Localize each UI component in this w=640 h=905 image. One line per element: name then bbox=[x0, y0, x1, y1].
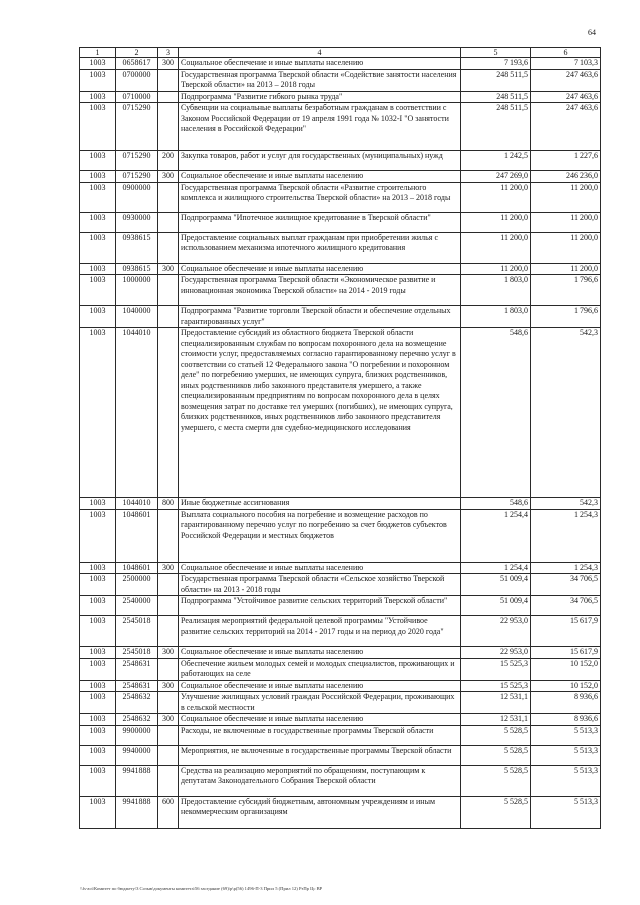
item-name-cell: Социальное обеспечение и иные выплаты населению bbox=[179, 647, 461, 659]
section-code-cell: 1003 bbox=[80, 562, 116, 574]
target-code-cell: 9941888 bbox=[116, 796, 158, 828]
target-code-cell: 0938615 bbox=[116, 263, 158, 275]
target-code-cell: 1044010 bbox=[116, 498, 158, 510]
target-code-cell: 2548632 bbox=[116, 692, 158, 714]
planned-amount-cell: 5 528,5 bbox=[461, 765, 531, 796]
actual-amount-cell: 1 227,6 bbox=[531, 151, 601, 171]
header-cell: 1 bbox=[80, 48, 116, 58]
planned-amount-cell: 11 200,0 bbox=[461, 263, 531, 275]
expense-type-cell: 300 bbox=[158, 562, 179, 574]
table-header-row bbox=[80, 48, 601, 58]
actual-amount-cell: 5 513,3 bbox=[531, 745, 601, 765]
target-code-cell: 9941888 bbox=[116, 765, 158, 796]
section-code-cell: 1003 bbox=[80, 596, 116, 616]
actual-amount-cell: 5 513,3 bbox=[531, 765, 601, 796]
planned-amount-cell: 11 200,0 bbox=[461, 212, 531, 232]
actual-amount-cell: 10 152,0 bbox=[531, 680, 601, 692]
expense-type-cell: 300 bbox=[158, 714, 179, 726]
expense-type-cell bbox=[158, 616, 179, 647]
table-row bbox=[80, 765, 601, 796]
section-code-cell: 1003 bbox=[80, 232, 116, 263]
table-row bbox=[80, 725, 601, 745]
table-row bbox=[80, 596, 601, 616]
expense-type-cell bbox=[158, 306, 179, 328]
section-code-cell: 1003 bbox=[80, 765, 116, 796]
target-code-cell: 9900000 bbox=[116, 725, 158, 745]
target-code-cell: 2500000 bbox=[116, 574, 158, 596]
table-row bbox=[80, 692, 601, 714]
planned-amount-cell: 5 528,5 bbox=[461, 725, 531, 745]
header-cell: 5 bbox=[461, 48, 531, 58]
table-row bbox=[80, 91, 601, 103]
expense-type-cell: 300 bbox=[158, 171, 179, 183]
actual-amount-cell: 1 254,3 bbox=[531, 562, 601, 574]
planned-amount-cell: 12 531,1 bbox=[461, 692, 531, 714]
header-cell: 4 bbox=[179, 48, 461, 58]
target-code-cell: 1040000 bbox=[116, 306, 158, 328]
section-code-cell: 1003 bbox=[80, 498, 116, 510]
item-name-cell: Улучшение жилищных условий граждан Российской Федерации, проживающих в сельской местности bbox=[179, 692, 461, 714]
target-code-cell: 1048601 bbox=[116, 509, 158, 562]
actual-amount-cell: 247 463,6 bbox=[531, 91, 601, 103]
expense-type-cell: 600 bbox=[158, 796, 179, 828]
expense-type-cell bbox=[158, 182, 179, 212]
table-row bbox=[80, 328, 601, 498]
expense-type-cell bbox=[158, 232, 179, 263]
table-row bbox=[80, 58, 601, 70]
section-code-cell: 1003 bbox=[80, 796, 116, 828]
planned-amount-cell: 7 193,6 bbox=[461, 58, 531, 70]
expense-type-cell bbox=[158, 103, 179, 151]
section-code-cell: 1003 bbox=[80, 616, 116, 647]
item-name-cell: Выплата социального пособия на погребение и возмещение расходов по гарантированному перечню услуг по погребению за счет бюджетов субъектов Российской Федерации и местных бюджетов bbox=[179, 509, 461, 562]
table-row bbox=[80, 796, 601, 828]
target-code-cell: 0658617 bbox=[116, 58, 158, 70]
item-name-cell: Подпрограмма "Устойчивое развитие сельских территорий Тверской области" bbox=[179, 596, 461, 616]
table-row bbox=[80, 182, 601, 212]
table-row bbox=[80, 263, 601, 275]
section-code-cell: 1003 bbox=[80, 647, 116, 659]
target-code-cell: 0938615 bbox=[116, 232, 158, 263]
expense-type-cell bbox=[158, 765, 179, 796]
expense-type-cell: 300 bbox=[158, 647, 179, 659]
target-code-cell: 2545018 bbox=[116, 647, 158, 659]
section-code-cell: 1003 bbox=[80, 745, 116, 765]
expense-type-cell bbox=[158, 574, 179, 596]
actual-amount-cell: 8 936,6 bbox=[531, 692, 601, 714]
expense-type-cell bbox=[158, 212, 179, 232]
planned-amount-cell: 1 254,4 bbox=[461, 562, 531, 574]
expense-type-cell bbox=[158, 658, 179, 680]
item-name-cell: Средства на реализацию мероприятий по обращениям, поступающим к депутатам Законодательного Собрания Тверской области bbox=[179, 765, 461, 796]
section-code-cell: 1003 bbox=[80, 69, 116, 91]
table-row bbox=[80, 306, 601, 328]
item-name-cell: Государственная программа Тверской области «Сельское хозяйство Тверской области» на 2013 - 2018 годы bbox=[179, 574, 461, 596]
actual-amount-cell: 5 513,3 bbox=[531, 796, 601, 828]
table-row bbox=[80, 745, 601, 765]
planned-amount-cell: 1 254,4 bbox=[461, 509, 531, 562]
actual-amount-cell: 34 706,5 bbox=[531, 596, 601, 616]
expense-type-cell: 300 bbox=[158, 680, 179, 692]
planned-amount-cell: 22 953,0 bbox=[461, 616, 531, 647]
planned-amount-cell: 51 009,4 bbox=[461, 596, 531, 616]
target-code-cell: 1000000 bbox=[116, 275, 158, 306]
actual-amount-cell: 34 706,5 bbox=[531, 574, 601, 596]
planned-amount-cell: 548,6 bbox=[461, 328, 531, 498]
item-name-cell: Социальное обеспечение и иные выплаты населению bbox=[179, 263, 461, 275]
item-name-cell: Предоставление субсидий бюджетным, автономным учреждениям и иным некоммерческим организациям bbox=[179, 796, 461, 828]
actual-amount-cell: 11 200,0 bbox=[531, 263, 601, 275]
target-code-cell: 0715290 bbox=[116, 151, 158, 171]
planned-amount-cell: 1 803,0 bbox=[461, 306, 531, 328]
table-row bbox=[80, 171, 601, 183]
actual-amount-cell: 247 463,6 bbox=[531, 69, 601, 91]
planned-amount-cell: 5 528,5 bbox=[461, 796, 531, 828]
item-name-cell: Предоставление социальных выплат гражданам при приобретении жилья с использованием механизма ипотечного жилищного кредитования bbox=[179, 232, 461, 263]
header-cell: 6 bbox=[531, 48, 601, 58]
item-name-cell: Иные бюджетные ассигнования bbox=[179, 498, 461, 510]
table-row bbox=[80, 151, 601, 171]
section-code-cell: 1003 bbox=[80, 658, 116, 680]
actual-amount-cell: 542,3 bbox=[531, 498, 601, 510]
planned-amount-cell: 15 525,3 bbox=[461, 680, 531, 692]
actual-amount-cell: 10 152,0 bbox=[531, 658, 601, 680]
target-code-cell: 0715290 bbox=[116, 171, 158, 183]
target-code-cell: 1044010 bbox=[116, 328, 158, 498]
target-code-cell: 9940000 bbox=[116, 745, 158, 765]
section-code-cell: 1003 bbox=[80, 182, 116, 212]
actual-amount-cell: 7 103,3 bbox=[531, 58, 601, 70]
planned-amount-cell: 51 009,4 bbox=[461, 574, 531, 596]
target-code-cell: 2540000 bbox=[116, 596, 158, 616]
table-row bbox=[80, 714, 601, 726]
planned-amount-cell: 1 242,5 bbox=[461, 151, 531, 171]
table-row bbox=[80, 212, 601, 232]
planned-amount-cell: 22 953,0 bbox=[461, 647, 531, 659]
planned-amount-cell: 248 511,5 bbox=[461, 91, 531, 103]
item-name-cell: Социальное обеспечение и иные выплаты населению bbox=[179, 58, 461, 70]
section-code-cell: 1003 bbox=[80, 725, 116, 745]
expense-type-cell bbox=[158, 509, 179, 562]
table-row bbox=[80, 103, 601, 151]
item-name-cell: Мероприятия, не включенные в государственные программы Тверской области bbox=[179, 745, 461, 765]
item-name-cell: Подпрограмма "Ипотечное жилищное кредитование в Тверской области" bbox=[179, 212, 461, 232]
item-name-cell: Предоставление субсидий из областного бюджета Тверской области специализированным службам по вопросам похоронного дела на возмещение стоимости услуг, предоставляемых согласно гарантированному перечню услуг в соответствии со статьей 12 Федерального закона "О погребении и похоронном деле" по погребению умерших, не имеющих супруга, близких родственников, иных родственников либо законного представителя умершего, а также специализированным предприятиям по вопросам похоронного дела в целях возмещения затрат по доставке тел умерших (погибших), не имеющих супруга, близких родственников, иных родственников либо законного представителя умершего, с места смерти для судебно-медицинского исследования bbox=[179, 328, 461, 498]
item-name-cell: Государственная программа Тверской области «Экономическое развитие и инновационная экономика Тверской области» на 2014 - 2019 годы bbox=[179, 275, 461, 306]
expense-type-cell bbox=[158, 91, 179, 103]
section-code-cell: 1003 bbox=[80, 692, 116, 714]
target-code-cell: 2548632 bbox=[116, 714, 158, 726]
actual-amount-cell: 15 617,9 bbox=[531, 616, 601, 647]
expense-type-cell: 300 bbox=[158, 58, 179, 70]
item-name-cell: Субвенции на социальные выплаты безработным гражданам в соответствии с Законом Российской Федерации от 19 апреля 1991 года № 1032-I "О занятости населения в Российской Федерации" bbox=[179, 103, 461, 151]
planned-amount-cell: 12 531,1 bbox=[461, 714, 531, 726]
target-code-cell: 0930000 bbox=[116, 212, 158, 232]
expense-type-cell: 200 bbox=[158, 151, 179, 171]
expense-type-cell bbox=[158, 692, 179, 714]
planned-amount-cell: 5 528,5 bbox=[461, 745, 531, 765]
table-row bbox=[80, 275, 601, 306]
actual-amount-cell: 1 796,6 bbox=[531, 306, 601, 328]
table-row bbox=[80, 498, 601, 510]
section-code-cell: 1003 bbox=[80, 275, 116, 306]
planned-amount-cell: 11 200,0 bbox=[461, 232, 531, 263]
footer-file-path: \\fs-act\Комитет по бюджету\3 Созыв\документы комитета\56 заседание (69)\р\р(56) 1496-П-3 Прил 5 (Прил 12) РзПр Цс ВР bbox=[80, 886, 323, 891]
planned-amount-cell: 247 269,0 bbox=[461, 171, 531, 183]
item-name-cell: Государственная программа Тверской области «Развитие строительного комплекса и жилищного строительства Тверской области» на 2013 – 2018 годы bbox=[179, 182, 461, 212]
expense-type-cell bbox=[158, 69, 179, 91]
header-cell: 2 bbox=[116, 48, 158, 58]
actual-amount-cell: 5 513,3 bbox=[531, 725, 601, 745]
section-code-cell: 1003 bbox=[80, 263, 116, 275]
section-code-cell: 1003 bbox=[80, 212, 116, 232]
planned-amount-cell: 248 511,5 bbox=[461, 69, 531, 91]
table-row bbox=[80, 562, 601, 574]
section-code-cell: 1003 bbox=[80, 58, 116, 70]
item-name-cell: Социальное обеспечение и иные выплаты населению bbox=[179, 562, 461, 574]
item-name-cell: Реализация мероприятий федеральной целевой программы "Устойчивое развитие сельских территорий на 2014 - 2017 годы и на период до 2020 года" bbox=[179, 616, 461, 647]
header-cell: 3 bbox=[158, 48, 179, 58]
item-name-cell: Социальное обеспечение и иные выплаты населению bbox=[179, 171, 461, 183]
table-row bbox=[80, 680, 601, 692]
actual-amount-cell: 1 254,3 bbox=[531, 509, 601, 562]
target-code-cell: 0710000 bbox=[116, 91, 158, 103]
section-code-cell: 1003 bbox=[80, 680, 116, 692]
table-row bbox=[80, 574, 601, 596]
planned-amount-cell: 1 803,0 bbox=[461, 275, 531, 306]
expense-type-cell bbox=[158, 745, 179, 765]
section-code-cell: 1003 bbox=[80, 509, 116, 562]
target-code-cell: 0715290 bbox=[116, 103, 158, 151]
table-row bbox=[80, 232, 601, 263]
item-name-cell: Закупка товаров, работ и услуг для государственных (муниципальных) нужд bbox=[179, 151, 461, 171]
item-name-cell: Подпрограмма "Развитие гибкого рынка труда" bbox=[179, 91, 461, 103]
item-name-cell: Социальное обеспечение и иные выплаты населению bbox=[179, 680, 461, 692]
budget-table bbox=[79, 47, 601, 829]
section-code-cell: 1003 bbox=[80, 171, 116, 183]
target-code-cell: 1048601 bbox=[116, 562, 158, 574]
planned-amount-cell: 11 200,0 bbox=[461, 182, 531, 212]
actual-amount-cell: 11 200,0 bbox=[531, 212, 601, 232]
table-row bbox=[80, 647, 601, 659]
item-name-cell: Обеспечение жильем молодых семей и молодых специалистов, проживающих и работающих на селе bbox=[179, 658, 461, 680]
actual-amount-cell: 8 936,6 bbox=[531, 714, 601, 726]
section-code-cell: 1003 bbox=[80, 306, 116, 328]
table-row bbox=[80, 658, 601, 680]
actual-amount-cell: 246 236,0 bbox=[531, 171, 601, 183]
expense-type-cell bbox=[158, 596, 179, 616]
actual-amount-cell: 11 200,0 bbox=[531, 232, 601, 263]
section-code-cell: 1003 bbox=[80, 151, 116, 171]
section-code-cell: 1003 bbox=[80, 714, 116, 726]
planned-amount-cell: 548,6 bbox=[461, 498, 531, 510]
target-code-cell: 2545018 bbox=[116, 616, 158, 647]
expense-type-cell bbox=[158, 328, 179, 498]
section-code-cell: 1003 bbox=[80, 574, 116, 596]
target-code-cell: 0700000 bbox=[116, 69, 158, 91]
expense-type-cell bbox=[158, 725, 179, 745]
item-name-cell: Подпрограмма "Развитие торговли Тверской области и обеспечение отдельных гарантированных услуг" bbox=[179, 306, 461, 328]
table-row bbox=[80, 616, 601, 647]
expense-type-cell bbox=[158, 275, 179, 306]
section-code-cell: 1003 bbox=[80, 91, 116, 103]
planned-amount-cell: 15 525,3 bbox=[461, 658, 531, 680]
expense-type-cell: 300 bbox=[158, 263, 179, 275]
item-name-cell: Социальное обеспечение и иные выплаты населению bbox=[179, 714, 461, 726]
section-code-cell: 1003 bbox=[80, 328, 116, 498]
target-code-cell: 0900000 bbox=[116, 182, 158, 212]
page-number: 64 bbox=[588, 28, 596, 37]
actual-amount-cell: 247 463,6 bbox=[531, 103, 601, 151]
table-row bbox=[80, 509, 601, 562]
actual-amount-cell: 11 200,0 bbox=[531, 182, 601, 212]
table-row bbox=[80, 69, 601, 91]
target-code-cell: 2548631 bbox=[116, 680, 158, 692]
target-code-cell: 2548631 bbox=[116, 658, 158, 680]
planned-amount-cell: 248 511,5 bbox=[461, 103, 531, 151]
actual-amount-cell: 542,3 bbox=[531, 328, 601, 498]
actual-amount-cell: 1 796,6 bbox=[531, 275, 601, 306]
item-name-cell: Государственная программа Тверской области «Содействие занятости населения Тверской области» на 2013 – 2018 годы bbox=[179, 69, 461, 91]
expense-type-cell: 800 bbox=[158, 498, 179, 510]
item-name-cell: Расходы, не включенные в государственные программы Тверской области bbox=[179, 725, 461, 745]
actual-amount-cell: 15 617,9 bbox=[531, 647, 601, 659]
section-code-cell: 1003 bbox=[80, 103, 116, 151]
